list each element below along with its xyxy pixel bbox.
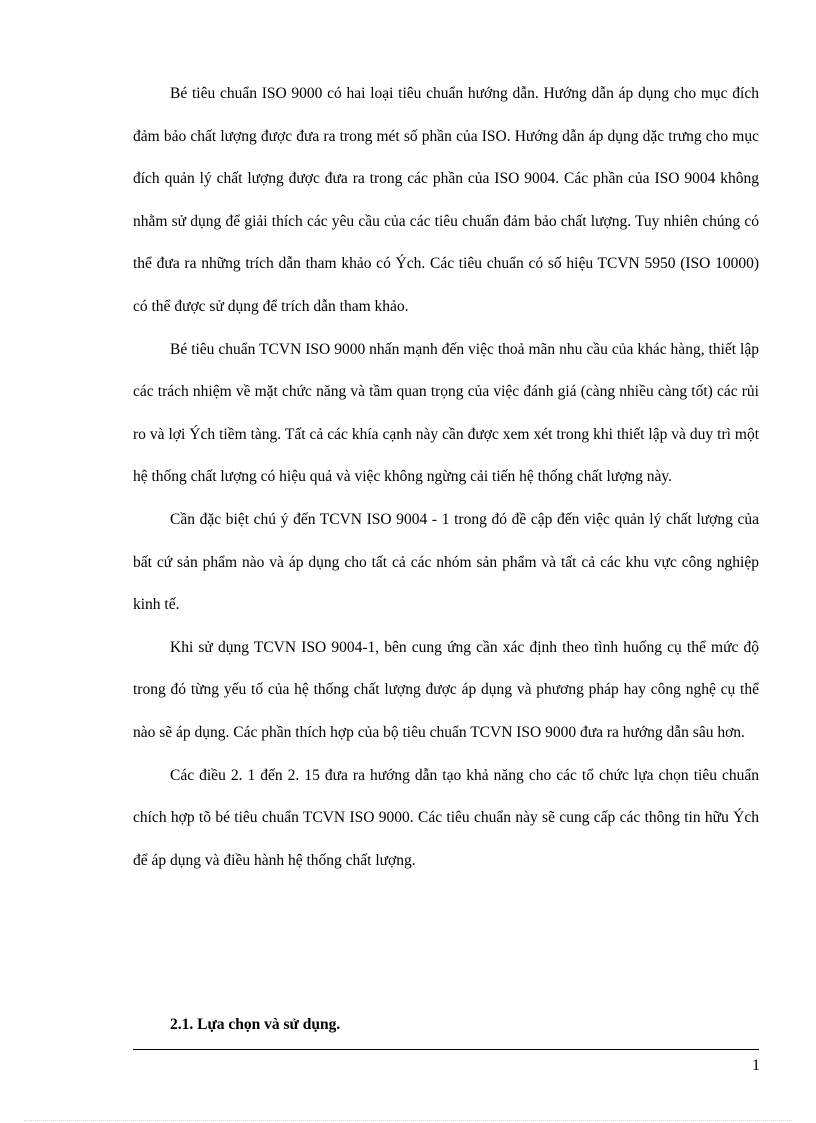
paragraph-2: Bé tiêu chuẩn TCVN ISO 9000 nhấn mạnh đến việc thoả mãn nhu cầu của khác hàng, thiết lập các trách nhiệm về mặt chức năng và tầm quan trọng của việc đánh giá (càng nhiều càng tốt) các rủi ro và lợi Ých tiềm tàng. Tất cả các khía cạnh này cần được xem xét trong khi thiết lập và duy trì một hệ thống chất lượng có hiệu quả và việc không ngừng cải tiến hệ thống chất lượng này. [133, 340, 759, 486]
page-number: 1 [752, 1057, 760, 1074]
page-bottom-edge [24, 1120, 792, 1121]
document-body [133, 73, 759, 882]
paragraph-4: Khi sử dụng TCVN ISO 9004-1, bên cung ứng cần xác định theo tình huống cụ thể mức độ trong đó từng yếu tố của hệ thống chất lượng được áp dụng và phương pháp hay công nghệ cụ thể nào sẽ áp dụng. Các phần thích hợp của bộ tiêu chuẩn TCVN ISO 9000 đưa ra hướng dẫn sâu hơn. [133, 638, 759, 741]
section-heading: 2.1. Lựa chọn và sử dụng. [170, 1016, 341, 1033]
paragraph-5: Các điều 2. 1 đến 2. 15 đưa ra hướng dẫn tạo khả năng cho các tổ chức lựa chọn tiêu chuẩn chích hợp tõ bé tiêu chuẩn TCVN ISO 9000. Các tiêu chuẩn này sẽ cung cấp các thông tin hữu Ých để áp dụng và điều hành hệ thống chất lượng. [133, 766, 759, 869]
paragraph-1: Bé tiêu chuẩn ISO 9000 có hai loại tiêu chuẩn hướng dẫn. Hướng dẫn áp dụng cho mục đích đảm bảo chất lượng được đưa ra trong mét số phần của ISO. Hướng dẫn áp dụng dặc trưng cho mục đích quản lý chất lượng được đưa ra trong các phần của ISO 9004. Các phần của ISO 9004 không nhằm sử dụng để giải thích các yêu cầu của các tiêu chuẩn đảm bảo chất lượng. Tuy nhiên chúng có thể đưa ra những trích dẫn tham khảo có Ých. Các tiêu chuẩn có số hiệu TCVN 5950 (ISO 10000) có thể được sử dụng để trích dẫn tham khảo. [133, 85, 759, 315]
footer-divider [133, 1049, 759, 1050]
paragraph-3: Cần đặc biệt chú ý đến TCVN ISO 9004 - 1 trong đó đề cập đến việc quản lý chất lượng của bất cứ sản phẩm nào và áp dụng cho tất cả các nhóm sản phẩm và tất cả các khu vực công nghiệp kinh tế. [133, 510, 759, 614]
